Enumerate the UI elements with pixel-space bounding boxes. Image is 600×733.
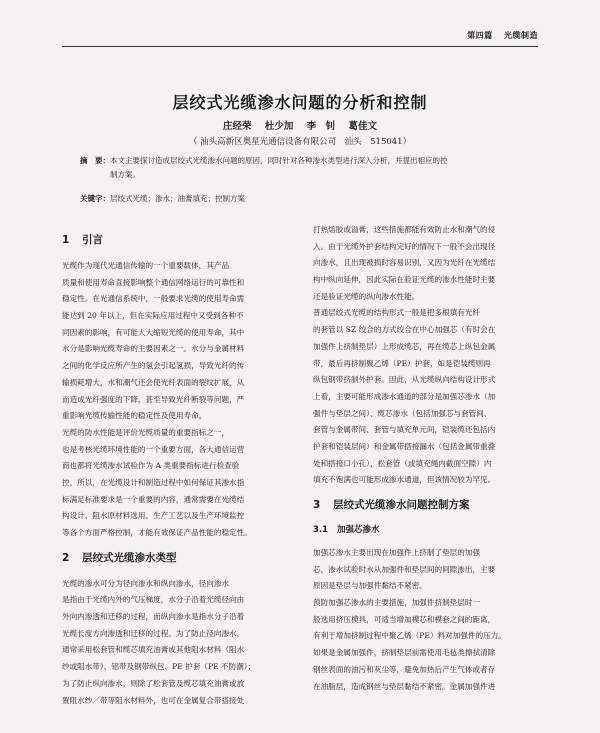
text-line: 入。由于光缆外护套结构完好的情况下一般不会出现径	[313, 241, 496, 251]
text-line: 光缆作为现代光通信传输的一个重要载体，其产品	[62, 261, 230, 270]
text-line: 般选用挤压模具，可适当增加模芯和模套之间的距离，	[313, 614, 496, 624]
text-line: 重影响光缆传输性能的稳定性及使用寿命。	[62, 411, 207, 421]
text-line: 处和搭接口小孔），松套管（或填充绳内截面空隙）内	[313, 458, 492, 468]
abstract-text-line: 制方案。	[110, 170, 140, 179]
text-line: 芯，渗水试验时水从加强件和垫层间的间隙渗出，主要	[313, 564, 496, 574]
text-line: 光缆长度方向渗透和迁移的过程。为了防止径向渗水，	[62, 628, 245, 638]
text-line: 向渗水，且出现被损时容易识别，又因为光纤在光缆结	[313, 258, 496, 268]
section-heading-3	[313, 497, 557, 513]
text-line: 在油脂层，造成钢丝与垫层黏结不紧密。金属加强件进	[313, 681, 496, 691]
text-line: 强件与垫层之间）、缆芯渗水（包括加强芯与套管间、	[313, 408, 492, 418]
text-line: 钢丝表面的油污和灰尘等，避免加热后产生气体或者存	[313, 664, 496, 674]
running-head-issue: 第四篇	[467, 30, 493, 40]
text-line: 通常采用松套管和缆芯填充油膏或其他阻水材料（阻水	[62, 645, 245, 655]
text-line: 打热熔胶或溢膏，这些措施都能有效防止水和潮气的侵	[313, 225, 496, 234]
author: 杜少加	[264, 121, 294, 132]
author: 庄经荣	[223, 121, 252, 132]
text-line: 填充不饱满也可能形成渗水通道，但该情况较为罕见。	[313, 475, 496, 485]
text-line: 输损耗增大，水和潮气还会使光纤表面的裂纹扩展，从	[62, 377, 245, 387]
text-line: 商也都将光缆渗水试验作为 A 类重要指标进行检查验	[62, 461, 240, 471]
text-line: 能达到 20 年以上，但在实际应用过程中又受到各种不	[62, 311, 244, 321]
running-head-section: 光缆制造	[504, 30, 538, 40]
left-column	[62, 224, 306, 709]
section-number: 1	[62, 234, 70, 246]
text-line: 等各个方面严格控制，才能有效保证产品性能的稳定性。	[62, 528, 252, 537]
running-head	[467, 30, 538, 41]
paragraph	[313, 222, 557, 305]
text-line: 同因素的影响，有可能大大缩短光缆的使用寿命，其中	[62, 327, 245, 337]
paragraph	[62, 425, 306, 542]
section-heading-2	[62, 550, 306, 566]
text-line: 光缆的渗水可分为径向渗水和纵向渗水，径向渗水	[62, 578, 230, 588]
text-line: 构中纵向延伸，因此实际在验证光缆的渗水性能时主要	[313, 275, 496, 285]
abstract-text-line: 本文主要探讨造成层绞式光缆渗水问题的原因，同时针对各种渗水类型进行深入分析，并提出相应的控	[110, 156, 448, 165]
abstract	[80, 154, 532, 182]
text-line: 如果是金属加强件，挤制垫层前需使用毛毡类擦拭清除	[313, 648, 496, 658]
author-list	[62, 118, 538, 132]
paragraph	[62, 258, 306, 425]
text-line: 控，所以，在光缆设计和制造过程中如何保证其渗水指	[62, 477, 245, 487]
text-line: 预防加强芯渗水的主要措施，加强件挤制垫层时一	[313, 598, 481, 608]
author: 葛佳文	[348, 121, 377, 132]
text-line: 纱或阻水带）、铝带及钢带纵包、PE 护套（PE 不防潮）；	[62, 662, 256, 672]
text-line: 有利于增加挤制过程中聚乙烯（PE）料对加强件的压力。	[313, 631, 506, 641]
text-line: 而造成光纤强度的下降，甚至导致光纤断裂等问题，严	[62, 394, 245, 404]
section-title: 引言	[82, 234, 103, 246]
text-line: 纵包钢带挤制外护套。因此，从光缆纵向结构设计形式	[313, 375, 496, 385]
section-title: 层绞式光缆渗水问题控制方案	[333, 499, 470, 511]
abstract-label: 摘 要：	[80, 156, 110, 165]
text-line: 质量和使用寿命直接影响整个通信网络运行的可靠性和	[62, 277, 245, 287]
section-heading-1	[62, 232, 306, 248]
text-line: 外向内渗透和迁移的过程，而纵向渗水是指水分子沿着	[62, 612, 245, 622]
section-title: 层绞式光缆渗水类型	[82, 551, 177, 564]
paragraph	[313, 305, 557, 489]
header-rule	[62, 46, 538, 47]
author: 李 钊	[306, 121, 336, 132]
text-line: 稳定性。在光通信系统中，一般要求光缆的使用寿命需	[62, 294, 245, 304]
text-line: 光缆的防水性能是评价光缆质量的重要指标之一，	[62, 427, 230, 437]
right-column	[313, 222, 557, 695]
paragraph	[313, 545, 557, 595]
text-line: 构设计、阻水原材料选用、生产工艺以及生产环境监控	[62, 511, 245, 521]
text-line: 还是验证光缆的纵向渗水性能。	[313, 291, 420, 301]
keywords	[80, 192, 532, 206]
text-line: 带，最后再挤制聚乙烯（PE）护套，如是铠装缆则再	[313, 358, 491, 368]
subsection-heading-3-1	[313, 523, 557, 537]
text-line: 的套管以 SZ 绞合的方式绞合在中心加强芯（有时会在	[313, 325, 496, 335]
text-line: 置阻水纱／带等阻水材料外，也可在金属复合带搭接处	[62, 695, 245, 705]
text-line: 是指由于光缆内外的气压梯度，水分子沿着光缆径向由	[62, 595, 245, 605]
text-line: 标满足标准要求是一个重要的内容，通常需要在光缆结	[62, 494, 245, 504]
text-line: 也是考核光缆环境性能的一个重要方面，各大通信运营	[62, 444, 245, 454]
keywords-text: 层绞式光缆；渗水；油膏填充；控制方案	[110, 194, 245, 203]
text-line: 原因是垫层与加强件黏结不紧密。	[313, 581, 427, 591]
subsection-number: 3.1	[313, 525, 329, 535]
text-line: 加强件上挤制垫层）上形成缆芯，再在缆芯上纵包金属	[313, 341, 496, 351]
text-line: 之间的化学反应所产生的氢会引起氢损，导致光纤的传	[62, 361, 245, 371]
text-line: 套管与金属带间、套管与填充单元间，铠装缆还包括内	[313, 425, 496, 435]
text-line: 为了防止纵向渗水，则除了松套管及缆芯填充油膏或放	[62, 678, 245, 688]
affiliation: （ 汕头高新区奥星光通信设备有限公司 汕头 515041）	[188, 137, 412, 147]
paragraph	[313, 595, 557, 695]
subsection-title: 加强芯渗水	[337, 525, 380, 535]
keywords-label: 关键字：	[80, 194, 110, 203]
section-number: 3	[313, 499, 321, 511]
section-number: 2	[62, 551, 70, 564]
text-line: 护套和铠装层间）和金属带搭接漏水（包括金属带重叠	[313, 441, 496, 451]
text-line: 普通层绞式光缆的结构形式一般是把多根填有光纤	[313, 308, 481, 318]
text-line: 水分是影响光缆寿命的主要因素之一。水分与金属材料	[62, 344, 245, 354]
paragraph	[62, 576, 306, 710]
text-line: 上看，主要可能形成渗水通道的部分是加强芯渗水（加	[313, 391, 496, 401]
text-line: 加强芯渗水主要出现在加强件上挤制了垫层的加强	[313, 548, 481, 557]
paper-title: 层绞式光缆渗水问题的分析和控制	[172, 93, 428, 112]
